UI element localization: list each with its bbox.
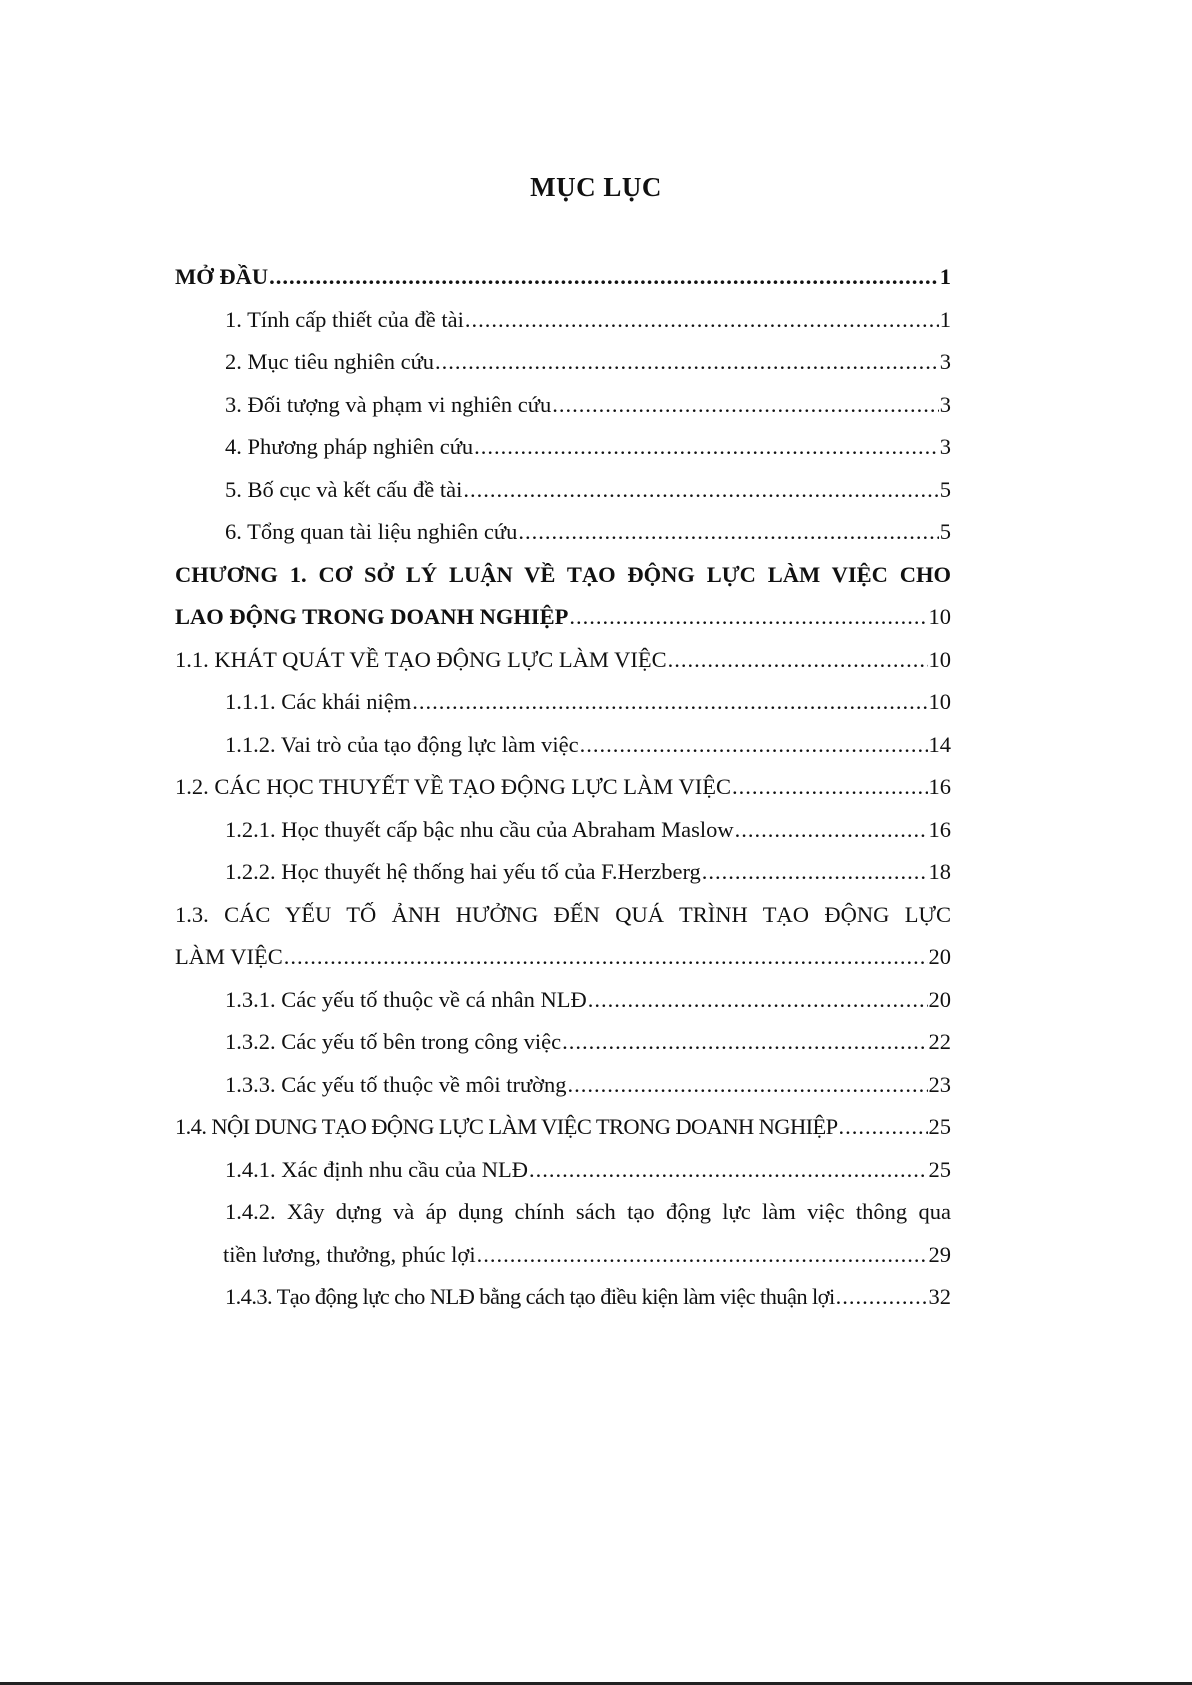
toc-leader-dots (568, 1072, 928, 1098)
toc-entry-text: 1.1.1. Các khái niệm (225, 689, 412, 714)
toc-entry-page: 22 (928, 1029, 951, 1054)
toc-leader-dots (836, 1284, 928, 1310)
toc-entry[interactable] (175, 392, 951, 435)
toc-entry-page: 3 (939, 434, 951, 459)
toc-entry[interactable] (175, 1284, 951, 1327)
toc-entry[interactable] (175, 1199, 951, 1242)
toc-entry-page: 10 (928, 689, 951, 714)
toc-entry-text: 1.1.2. Vai trò của tạo động lực làm việc (225, 731, 579, 757)
toc-entry[interactable] (175, 1114, 951, 1157)
toc-entry-page: 32 (928, 1284, 951, 1309)
toc-entry[interactable] (175, 477, 951, 520)
toc-entry[interactable] (175, 1072, 951, 1115)
toc-entry-text: 6. Tổng quan tài liệu nghiên cứu (225, 519, 518, 544)
toc-entry-page: 20 (928, 944, 951, 969)
table-of-contents (175, 264, 951, 1327)
toc-entry-text: 2. Mục tiêu nghiên cứu (225, 349, 435, 374)
toc-leader-dots (465, 307, 939, 333)
toc-entry[interactable] (175, 1242, 951, 1285)
toc-entry-text: 1.4. NỘI DUNG TẠO ĐỘNG LỰC LÀM VIỆC TRONG DOANH NGHIỆP (175, 1114, 838, 1139)
toc-entry-page: 10 (928, 604, 951, 629)
toc-leader-dots (463, 477, 938, 503)
toc-entry[interactable] (175, 987, 951, 1030)
toc-entry-text: LÀM VIỆC (175, 944, 283, 969)
toc-leader-dots (588, 987, 928, 1013)
toc-entry-text: 1. Tính cấp thiết của đề tài (225, 306, 464, 332)
toc-entry-page: 20 (928, 986, 951, 1012)
toc-entry-text: 1.3. CÁC YẾU TỐ ẢNH HƯỞNG ĐẾN QUÁ TRÌNH TẠO ĐỘNG LỰC (175, 901, 951, 927)
toc-entry[interactable] (175, 519, 951, 562)
toc-leader-dots (580, 732, 928, 758)
toc-entry-text: 3. Đối tượng và phạm vi nghiên cứu (225, 391, 552, 417)
toc-entry-text: 1.1. KHÁT QUÁT VỀ TẠO ĐỘNG LỰC LÀM VIỆC (175, 646, 667, 672)
toc-entry-page: 23 (928, 1071, 951, 1097)
toc-entry-page: 18 (928, 859, 951, 884)
toc-leader-dots (569, 604, 927, 630)
toc-leader-dots (529, 1157, 927, 1183)
toc-leader-dots (732, 774, 927, 800)
toc-entry[interactable] (175, 1029, 951, 1072)
toc-entry-text: 4. Phương pháp nghiên cứu (225, 434, 474, 459)
toc-entry-page: 1 (939, 306, 951, 332)
toc-entry[interactable] (175, 859, 951, 902)
toc-entry-page: 10 (928, 646, 951, 672)
toc-entry-text: LAO ĐỘNG TRONG DOANH NGHIỆP (175, 604, 569, 629)
toc-entry-text: 1.2. CÁC HỌC THUYẾT VỀ TẠO ĐỘNG LỰC LÀM VIỆC (175, 774, 732, 799)
toc-entry-page: 25 (928, 1156, 951, 1182)
toc-entry-text: 1.4.2. Xây dựng và áp dụng chính sách tạo động lực làm việc thông qua (225, 1199, 951, 1224)
toc-entry-page: 14 (928, 731, 951, 757)
toc-leader-dots (284, 944, 928, 970)
toc-entry[interactable] (175, 732, 951, 775)
toc-entry-page: 1 (939, 264, 951, 289)
toc-entry[interactable] (175, 562, 951, 605)
toc-entry[interactable] (175, 817, 951, 860)
toc-entry-page: 16 (928, 774, 951, 799)
toc-leader-dots (839, 1114, 928, 1140)
toc-entry-text: tiền lương, thưởng, phúc lợi (223, 1241, 476, 1267)
toc-entry[interactable] (175, 434, 951, 477)
toc-entry[interactable] (175, 349, 951, 392)
page-title: MỤC LỤC (530, 172, 662, 202)
toc-entry-text: 1.2.1. Học thuyết cấp bậc nhu cầu của Abraham Maslow (225, 816, 734, 842)
toc-entry-text: 1.3.2. Các yếu tố bên trong công việc (225, 1029, 562, 1054)
toc-entry-page: 5 (939, 476, 951, 502)
toc-entry-text: MỞ ĐẦU (175, 264, 269, 289)
toc-entry-text: 1.2.2. Học thuyết hệ thống hai yếu tố của F.Herzberg (225, 859, 701, 884)
toc-entry-page: 16 (928, 816, 951, 842)
toc-entry-text: 1.4.3. Tạo động lực cho NLĐ bằng cách tạo điều kiện làm việc thuận lợi (225, 1284, 835, 1309)
toc-entry-text: 1.4.1. Xác định nhu cầu của NLĐ (225, 1156, 529, 1182)
toc-entry-text: 1.3.3. Các yếu tố thuộc về môi trường (225, 1071, 567, 1097)
toc-entry[interactable] (175, 264, 951, 307)
toc-leader-dots (562, 1029, 927, 1055)
toc-entry-page: 5 (939, 519, 951, 544)
toc-leader-dots (269, 264, 939, 290)
toc-entry-page: 3 (939, 391, 951, 417)
toc-entry-page: 3 (939, 349, 951, 374)
toc-leader-dots (412, 689, 927, 715)
toc-entry[interactable] (175, 774, 951, 817)
toc-entry[interactable] (175, 944, 951, 987)
toc-entry[interactable] (175, 902, 951, 945)
toc-leader-dots (474, 434, 939, 460)
toc-leader-dots (518, 519, 938, 545)
toc-entry[interactable] (175, 689, 951, 732)
toc-entry[interactable] (175, 604, 951, 647)
toc-leader-dots (702, 859, 928, 885)
toc-entry[interactable] (175, 647, 951, 690)
toc-entry-text: CHƯƠNG 1. CƠ SỞ LÝ LUẬN VỀ TẠO ĐỘNG LỰC LÀM VIỆC CHO (175, 561, 951, 587)
toc-entry-text: 1.3.1. Các yếu tố thuộc về cá nhân NLĐ (225, 986, 587, 1012)
toc-entry-page: 29 (928, 1241, 951, 1267)
toc-entry[interactable] (175, 307, 951, 350)
toc-leader-dots (552, 392, 939, 418)
toc-entry-text: 5. Bố cục và kết cấu đề tài (225, 476, 463, 502)
toc-entry[interactable] (175, 1157, 951, 1200)
toc-entry-page: 25 (928, 1114, 951, 1139)
toc-leader-dots (477, 1242, 928, 1268)
toc-leader-dots (735, 817, 928, 843)
toc-leader-dots (435, 349, 939, 375)
toc-leader-dots (668, 647, 928, 673)
